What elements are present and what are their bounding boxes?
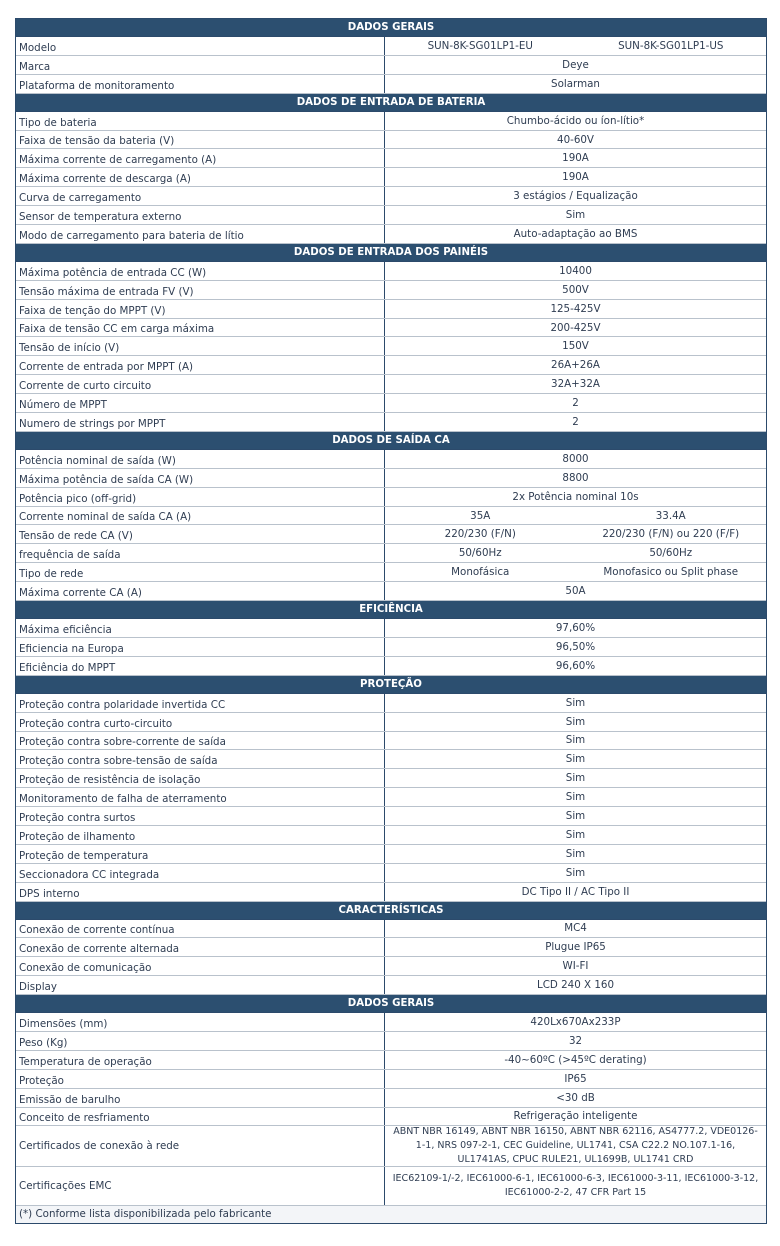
spec-row <box>16 375 766 394</box>
spec-value: SUN-8K-SG01LP1-EU <box>427 39 533 52</box>
spec-values <box>385 1051 766 1069</box>
spec-value: LCD 240 X 160 <box>536 979 615 992</box>
spec-value: 32 <box>568 1034 583 1047</box>
spec-label: Proteção <box>16 1070 385 1088</box>
spec-row <box>16 976 766 995</box>
spec-values <box>385 394 766 412</box>
spec-values <box>385 525 766 543</box>
spec-row <box>16 1032 766 1051</box>
spec-label: Proteção contra sobre-tensão de saída <box>16 750 385 768</box>
spec-values <box>385 713 766 731</box>
spec-label: Conceito de resfriamento <box>16 1108 385 1126</box>
spec-sheet-table <box>15 18 767 1224</box>
spec-row <box>16 1051 766 1070</box>
spec-row <box>16 187 766 206</box>
spec-value: Sim <box>565 791 586 804</box>
spec-value: ABNT NBR 16149, ABNT NBR 16150, ABNT NBR 62116, AS4777.2, VDE0126-1-1, NRS 097-2-1, CEC Guideline, UL1741, CSA C22.2 NO.107.1-16, UL1741AS, CPUC RULE21, UL1699B, UL1741 CRD <box>393 1126 758 1166</box>
spec-label: Proteção de ilhamento <box>16 826 385 844</box>
spec-values <box>385 957 766 975</box>
spec-row <box>16 713 766 732</box>
spec-label: Proteção contra curto-circuito <box>16 713 385 731</box>
spec-row <box>16 582 766 601</box>
spec-label: Potência pico (off-grid) <box>16 488 385 506</box>
section-header-protecao: PROTEÇÃO <box>16 676 766 694</box>
spec-label: Eficiência do MPPT <box>16 657 385 675</box>
spec-values <box>385 769 766 787</box>
spec-row <box>16 319 766 338</box>
spec-label: Proteção contra polaridade invertida CC <box>16 694 385 712</box>
spec-value: Sim <box>565 753 586 766</box>
spec-value: WI-FI <box>562 960 589 973</box>
spec-value: Auto-adaptação ao BMS <box>513 227 638 240</box>
spec-row <box>16 112 766 131</box>
spec-values <box>385 131 766 149</box>
spec-label: Emissão de barulho <box>16 1089 385 1107</box>
spec-value: 50A <box>565 585 586 598</box>
spec-values <box>385 883 766 901</box>
spec-value: 35A <box>470 509 491 522</box>
spec-values <box>385 356 766 374</box>
footnote: (*) Conforme lista disponibilizada pelo fabricante <box>16 1206 766 1223</box>
spec-values <box>385 1013 766 1031</box>
spec-row <box>16 75 766 94</box>
spec-values <box>385 1108 766 1126</box>
spec-value: 50/60Hz <box>649 547 693 560</box>
section-header-caracteristicas: CARACTERÍSTICAS <box>16 902 766 920</box>
spec-label: Certificados de conexão à rede <box>16 1126 385 1166</box>
spec-value: 500V <box>562 283 589 296</box>
spec-label: Conexão de corrente alternada <box>16 938 385 956</box>
spec-values <box>385 619 766 637</box>
spec-label: Corrente de curto circuito <box>16 375 385 393</box>
spec-values <box>385 37 766 55</box>
spec-row <box>16 788 766 807</box>
spec-values <box>385 206 766 224</box>
spec-label: Numero de strings por MPPT <box>16 413 385 431</box>
spec-label: Corrente nominal de saída CA (A) <box>16 507 385 525</box>
spec-values <box>385 262 766 280</box>
spec-row <box>16 488 766 507</box>
spec-label: Seccionadora CC integrada <box>16 864 385 882</box>
spec-row <box>16 337 766 356</box>
spec-row <box>16 1070 766 1089</box>
spec-label: Proteção contra sobre-corrente de saída <box>16 732 385 750</box>
spec-row <box>16 469 766 488</box>
spec-row <box>16 206 766 225</box>
spec-values <box>385 300 766 318</box>
spec-row <box>16 619 766 638</box>
section-header-dados-de-entrada-de-bateria: DADOS DE ENTRADA DE BATERIA <box>16 94 766 112</box>
spec-row <box>16 168 766 187</box>
spec-row <box>16 1167 766 1206</box>
spec-label: Conexão de comunicação <box>16 957 385 975</box>
spec-label: Tipo de bateria <box>16 112 385 130</box>
spec-value: Sim <box>565 828 586 841</box>
spec-row <box>16 1108 766 1127</box>
spec-values <box>385 1126 766 1166</box>
spec-value: Chumbo-ácido ou íon-lítio* <box>506 114 645 127</box>
spec-label: Proteção contra surtos <box>16 807 385 825</box>
spec-value: Sim <box>565 866 586 879</box>
spec-values <box>385 56 766 74</box>
spec-row <box>16 638 766 657</box>
spec-label: Peso (Kg) <box>16 1032 385 1050</box>
spec-value: Sim <box>565 734 586 747</box>
spec-value: Refrigeração inteligente <box>513 1110 638 1123</box>
spec-label: Dimensões (mm) <box>16 1013 385 1031</box>
spec-value: IP65 <box>564 1072 587 1085</box>
spec-values <box>385 544 766 562</box>
spec-value: 26A+26A <box>551 359 600 372</box>
spec-label: Display <box>16 976 385 994</box>
section-header-dados-de-entrada-dos-paineis: DADOS DE ENTRADA DOS PAINÉIS <box>16 244 766 262</box>
spec-value: 8800 <box>562 471 589 484</box>
spec-label: Tensão de início (V) <box>16 337 385 355</box>
spec-label: Curva de carregamento <box>16 187 385 205</box>
spec-values <box>385 807 766 825</box>
spec-row <box>16 1089 766 1108</box>
spec-values <box>385 582 766 600</box>
spec-value: 50/60Hz <box>458 547 502 560</box>
spec-value: Monofásica <box>451 566 510 579</box>
spec-label: Modo de carregamento para bateria de lítio <box>16 225 385 243</box>
spec-value: DC Tipo II / AC Tipo II <box>521 885 630 898</box>
spec-values <box>385 319 766 337</box>
spec-label: Sensor de temperatura externo <box>16 206 385 224</box>
spec-values <box>385 488 766 506</box>
spec-value: 3 estágios / Equalização <box>513 190 638 203</box>
spec-value: Sim <box>565 810 586 822</box>
spec-value: 96,50% <box>555 640 596 653</box>
spec-values <box>385 375 766 393</box>
spec-value: 96,60% <box>555 659 596 672</box>
spec-row <box>16 356 766 375</box>
spec-value: Sim <box>565 847 586 860</box>
section-header-dados-gerais: DADOS GERAIS <box>16 19 766 37</box>
spec-label: Plataforma de monitoramento <box>16 75 385 93</box>
spec-row <box>16 262 766 281</box>
spec-values <box>385 469 766 487</box>
spec-row <box>16 883 766 902</box>
spec-value: 220/230 (F/N) ou 220 (F/F) <box>602 528 740 541</box>
spec-values <box>385 168 766 186</box>
spec-row <box>16 450 766 469</box>
spec-values <box>385 864 766 882</box>
spec-value: <30 dB <box>556 1091 595 1104</box>
spec-value: IEC62109-1/-2, IEC61000-6-1, IEC61000-6-3, IEC61000-3-11, IEC61000-3-12, IEC61000-2-2, 47 CFR Part 15 <box>392 1173 759 1199</box>
spec-values <box>385 732 766 750</box>
spec-row <box>16 56 766 75</box>
spec-label: Faixa de tensão CC em carga máxima <box>16 319 385 337</box>
spec-values <box>385 337 766 355</box>
section-header-dados-gerais: DADOS GERAIS <box>16 995 766 1013</box>
spec-label: Proteção de temperatura <box>16 845 385 863</box>
spec-label: Certificações EMC <box>16 1167 385 1205</box>
spec-value: 150V <box>562 340 589 353</box>
spec-value: 32A+32A <box>551 378 600 391</box>
spec-value: Sim <box>565 715 586 728</box>
spec-row <box>16 149 766 168</box>
spec-values <box>385 225 766 243</box>
spec-value: 200-425V <box>550 321 601 334</box>
spec-row <box>16 544 766 563</box>
spec-values <box>385 149 766 167</box>
spec-values <box>385 112 766 130</box>
spec-label: Tensão de rede CA (V) <box>16 525 385 543</box>
spec-label: Corrente de entrada por MPPT (A) <box>16 356 385 374</box>
spec-row <box>16 920 766 939</box>
spec-value: 420Lx670Ax233P <box>530 1016 621 1029</box>
spec-label: Máxima potência de entrada CC (W) <box>16 262 385 280</box>
spec-label: Tensão máxima de entrada FV (V) <box>16 281 385 299</box>
spec-label: Máxima corrente de carregamento (A) <box>16 149 385 167</box>
spec-label: Modelo <box>16 37 385 55</box>
spec-row <box>16 507 766 526</box>
spec-values <box>385 187 766 205</box>
spec-label: Máxima potência de saída CA (W) <box>16 469 385 487</box>
spec-value: 190A <box>562 171 589 184</box>
spec-label: Potência nominal de saída (W) <box>16 450 385 468</box>
spec-value: 2x Potência nominal 10s <box>512 490 639 503</box>
spec-label: Número de MPPT <box>16 394 385 412</box>
spec-values <box>385 845 766 863</box>
spec-row <box>16 657 766 676</box>
spec-value: -40~60ºC (>45ºC derating) <box>504 1053 647 1066</box>
spec-row <box>16 413 766 432</box>
spec-value: 2 <box>572 415 579 428</box>
spec-row <box>16 300 766 319</box>
spec-label: Máxima corrente CA (A) <box>16 582 385 600</box>
spec-row <box>16 37 766 56</box>
spec-row <box>16 864 766 883</box>
spec-row <box>16 826 766 845</box>
spec-values <box>385 413 766 431</box>
section-header-eficiencia: EFICIÊNCIA <box>16 601 766 619</box>
spec-row <box>16 694 766 713</box>
spec-label: Máxima eficiência <box>16 619 385 637</box>
spec-label: Eficiencia na Europa <box>16 638 385 656</box>
spec-label: Temperatura de operação <box>16 1051 385 1069</box>
spec-values <box>385 976 766 994</box>
spec-values <box>385 75 766 93</box>
spec-value: 190A <box>562 152 589 165</box>
spec-row <box>16 957 766 976</box>
spec-label: Tipo de rede <box>16 563 385 581</box>
spec-value: Monofasico ou Split phase <box>603 566 739 579</box>
spec-value: 40-60V <box>557 133 594 146</box>
spec-row <box>16 563 766 582</box>
spec-value: Sim <box>565 696 586 709</box>
spec-row <box>16 750 766 769</box>
spec-values <box>385 638 766 656</box>
spec-value: Sim <box>565 772 586 785</box>
spec-value: 125-425V <box>550 302 601 315</box>
spec-value: Deye <box>562 58 589 71</box>
spec-label: Conexão de corrente contínua <box>16 920 385 938</box>
spec-value: SUN-8K-SG01LP1-US <box>618 39 724 52</box>
spec-value: 97,60% <box>555 621 596 634</box>
spec-row <box>16 394 766 413</box>
spec-values <box>385 694 766 712</box>
spec-values <box>385 450 766 468</box>
spec-row <box>16 845 766 864</box>
spec-label: frequência de saída <box>16 544 385 562</box>
spec-values <box>385 920 766 938</box>
spec-values <box>385 507 766 525</box>
spec-row <box>16 1126 766 1167</box>
spec-label: Faixa de tenção do MPPT (V) <box>16 300 385 318</box>
spec-value: 2 <box>572 397 579 410</box>
spec-value: Plugue IP65 <box>545 941 606 954</box>
section-header-dados-de-saida-ca: DADOS DE SAÍDA CA <box>16 432 766 450</box>
spec-label: Marca <box>16 56 385 74</box>
spec-values <box>385 826 766 844</box>
spec-label: DPS interno <box>16 883 385 901</box>
spec-row <box>16 131 766 150</box>
spec-row <box>16 225 766 244</box>
spec-row <box>16 769 766 788</box>
spec-row <box>16 807 766 826</box>
spec-label: Faixa de tensão da bateria (V) <box>16 131 385 149</box>
spec-label: Proteção de resistência de isolação <box>16 769 385 787</box>
spec-value: 33.4A <box>655 509 686 522</box>
spec-value: Sim <box>565 209 586 222</box>
spec-values <box>385 657 766 675</box>
spec-values <box>385 938 766 956</box>
spec-label: Monitoramento de falha de aterramento <box>16 788 385 806</box>
spec-values <box>385 1032 766 1050</box>
spec-row <box>16 1013 766 1032</box>
spec-row <box>16 281 766 300</box>
spec-value: MC4 <box>564 922 587 935</box>
spec-values <box>385 750 766 768</box>
spec-values <box>385 281 766 299</box>
spec-value: 220/230 (F/N) <box>444 528 516 541</box>
spec-label: Máxima corrente de descarga (A) <box>16 168 385 186</box>
spec-values <box>385 1089 766 1107</box>
spec-value: Solarman <box>551 77 600 90</box>
spec-values <box>385 788 766 806</box>
spec-value: 10400 <box>559 264 592 277</box>
spec-values <box>385 563 766 581</box>
spec-row <box>16 938 766 957</box>
spec-values <box>385 1070 766 1088</box>
spec-value: 8000 <box>562 452 589 465</box>
spec-values <box>385 1167 766 1205</box>
spec-row <box>16 732 766 751</box>
spec-row <box>16 525 766 544</box>
